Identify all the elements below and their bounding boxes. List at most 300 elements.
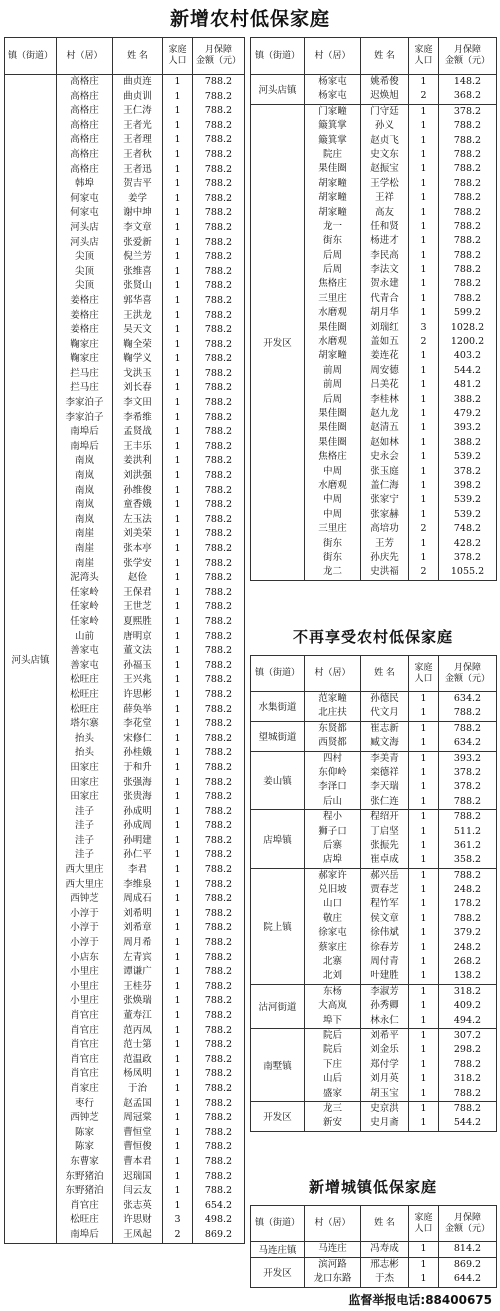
cell-amount: 788.2 bbox=[204, 543, 233, 554]
amount-column bbox=[439, 692, 497, 722]
cell-amount: 788.2 bbox=[204, 455, 233, 467]
cell-amount: 788.2 bbox=[204, 601, 233, 613]
group-row bbox=[251, 810, 497, 869]
village-column bbox=[305, 810, 361, 869]
cell-name: 李桂林 bbox=[370, 393, 399, 405]
amount-column bbox=[439, 104, 497, 580]
cell-amount: 788.2 bbox=[453, 148, 482, 160]
cell-name: 姜连花 bbox=[370, 350, 399, 362]
cell-name: 杨凤明 bbox=[123, 1068, 152, 1080]
cell-village: 北庄扶 bbox=[318, 707, 347, 719]
cell-amount: 788.2 bbox=[204, 470, 233, 482]
cell-pop: 1 bbox=[420, 898, 427, 910]
cell-pop: 1 bbox=[420, 364, 427, 376]
village-column bbox=[305, 984, 361, 1028]
cell-village: 西钟芝 bbox=[70, 1112, 99, 1124]
cell-name: 冯寿成 bbox=[370, 1243, 399, 1254]
cell-pop: 1 bbox=[420, 1273, 427, 1285]
cell-amount: 788.2 bbox=[453, 795, 482, 807]
cell-village: 松旺庄 bbox=[70, 688, 99, 700]
cell-pop: 1 bbox=[174, 134, 181, 146]
cell-village: 肖官庄 bbox=[70, 1199, 99, 1211]
cell-amount: 788.2 bbox=[204, 251, 233, 263]
cell-pop: 1 bbox=[174, 528, 181, 540]
cell-name: 郑付学 bbox=[370, 1058, 399, 1070]
cell-pop: 1 bbox=[174, 747, 181, 759]
cell-amount: 788.2 bbox=[204, 1082, 233, 1094]
cell-name: 姚希俊 bbox=[370, 76, 399, 87]
cell-village: 塔尔寨 bbox=[70, 718, 99, 730]
cell-pop: 1 bbox=[420, 884, 427, 896]
cell-name: 曹本君 bbox=[123, 1155, 152, 1167]
cell-village: 田家庄 bbox=[70, 776, 99, 788]
cell-village: 龙口东路 bbox=[313, 1273, 352, 1285]
cell-village: 山前 bbox=[74, 630, 94, 642]
cell-village: 陈家 bbox=[74, 1126, 94, 1138]
cell-name: 代文月 bbox=[370, 707, 399, 719]
cell-village: 范家疃 bbox=[318, 693, 347, 704]
cell-name: 于和升 bbox=[123, 761, 152, 773]
cell-pop: 1 bbox=[174, 324, 181, 336]
cell-name: 贾春芝 bbox=[370, 884, 399, 896]
cell-name: 李天瑞 bbox=[370, 781, 399, 793]
group-row bbox=[251, 1028, 497, 1101]
cell-amount: 788.2 bbox=[204, 294, 233, 306]
header-town: 镇（街道） bbox=[251, 38, 305, 75]
cell-amount: 378.2 bbox=[453, 766, 482, 778]
hotline: 监督举报电话:88400675 bbox=[348, 1293, 492, 1307]
cell-name: 李美青 bbox=[370, 752, 399, 764]
cell-amount: 788.2 bbox=[204, 1170, 233, 1182]
cell-pop: 1 bbox=[420, 1044, 427, 1056]
group-town: 开发区 bbox=[251, 104, 305, 580]
cell-name: 张爱新 bbox=[123, 236, 152, 248]
cell-amount: 788.2 bbox=[204, 397, 233, 409]
cell-name: 王洪龙 bbox=[123, 309, 152, 321]
cell-village: 果佳圈 bbox=[318, 422, 347, 434]
cell-name: 张振先 bbox=[370, 839, 399, 851]
cell-amount: 428.2 bbox=[453, 537, 482, 549]
cell-village: 南岚 bbox=[74, 484, 94, 496]
cell-name: 胡月华 bbox=[370, 307, 399, 319]
cell-name: 程绍开 bbox=[370, 811, 399, 823]
cell-pop: 1 bbox=[420, 249, 427, 261]
cell-village: 埠下 bbox=[322, 1014, 342, 1026]
cell-amount: 544.2 bbox=[453, 364, 482, 376]
cell-name: 童香娥 bbox=[123, 499, 152, 511]
cell-amount: 388.2 bbox=[453, 393, 482, 405]
header-town: 镇（街道） bbox=[5, 38, 57, 75]
header-pop: 家庭 人口 bbox=[163, 38, 193, 75]
cell-pop: 1 bbox=[174, 1039, 181, 1051]
cell-name: 栾德祥 bbox=[370, 766, 399, 778]
cell-amount: 318.2 bbox=[453, 985, 482, 997]
cell-village: 南崖 bbox=[74, 557, 94, 569]
header-amount: 月保障 金额（元） bbox=[439, 656, 497, 692]
cell-village: 肖官庄 bbox=[70, 1024, 99, 1036]
cell-village: 姜格庄 bbox=[70, 324, 99, 336]
cell-village: 南崖 bbox=[74, 543, 94, 554]
cell-name: 任和贤 bbox=[370, 220, 399, 232]
cell-amount: 788.2 bbox=[453, 278, 482, 290]
cell-village: 杨家屯 bbox=[318, 76, 347, 87]
cell-pop: 1 bbox=[420, 379, 427, 391]
cell-pop: 1 bbox=[174, 1068, 181, 1080]
cell-village: 南埠后 bbox=[70, 1228, 99, 1240]
cell-name: 史文东 bbox=[370, 148, 399, 160]
cell-village: 东曹家 bbox=[70, 1155, 99, 1167]
cell-name: 高友 bbox=[374, 206, 394, 218]
cell-village: 北寨 bbox=[322, 956, 342, 968]
cell-amount: 788.2 bbox=[204, 966, 233, 978]
cell-name: 林永仁 bbox=[370, 1014, 399, 1026]
cell-name: 王桂芬 bbox=[123, 980, 152, 992]
cell-village: 杨家屯 bbox=[318, 90, 347, 102]
cell-pop: 1 bbox=[420, 479, 427, 491]
cell-pop: 1 bbox=[420, 795, 427, 807]
cell-name: 夏熙胜 bbox=[123, 615, 152, 627]
cell-name: 范温政 bbox=[123, 1053, 152, 1065]
cell-village: 东杨 bbox=[322, 985, 342, 997]
cell-pop: 1 bbox=[420, 451, 427, 463]
title-new-urban: 新增城镇低保家庭 bbox=[308, 1178, 437, 1196]
cell-name: 张维喜 bbox=[123, 265, 152, 277]
cell-name: 张焕瑞 bbox=[123, 995, 152, 1007]
cell-village: 果佳圈 bbox=[318, 163, 347, 175]
cell-name: 孙仁平 bbox=[123, 849, 152, 861]
cell-name: 赵九龙 bbox=[370, 407, 399, 419]
header-town: 镇（街道） bbox=[251, 1206, 305, 1242]
cell-village: 小淳于 bbox=[70, 907, 99, 919]
cell-name: 刘希平 bbox=[370, 1029, 399, 1041]
cell-pop: 1 bbox=[174, 1141, 181, 1153]
cell-amount: 654.2 bbox=[204, 1199, 233, 1211]
cell-name: 左玉法 bbox=[123, 513, 152, 525]
cell-amount: 298.2 bbox=[453, 1044, 482, 1056]
cell-name: 王凤起 bbox=[123, 1228, 152, 1240]
cell-name: 赵振宝 bbox=[370, 163, 399, 175]
cell-name: 王者理 bbox=[123, 134, 152, 146]
group-town: 沽河街道 bbox=[251, 984, 305, 1028]
cell-name: 张贤山 bbox=[123, 280, 152, 292]
cell-pop: 1 bbox=[174, 397, 181, 409]
header-village: 村（居） bbox=[57, 38, 113, 75]
pop-column bbox=[409, 868, 439, 984]
cell-pop: 1 bbox=[174, 1185, 181, 1197]
cell-village: 西大里庄 bbox=[65, 864, 104, 876]
cell-amount: 788.2 bbox=[204, 324, 233, 336]
cell-amount: 361.2 bbox=[453, 839, 482, 851]
cell-amount: 479.2 bbox=[453, 407, 482, 419]
group-town: 马连庄镇 bbox=[251, 1242, 305, 1258]
name-column bbox=[361, 810, 409, 869]
amount-column bbox=[439, 1101, 497, 1131]
village-column bbox=[305, 692, 361, 722]
cell-village: 陈家 bbox=[74, 1141, 94, 1153]
cell-village: 后山 bbox=[322, 795, 342, 807]
cell-amount: 788.2 bbox=[204, 557, 233, 569]
cell-village: 焦格庄 bbox=[318, 451, 347, 463]
cell-village: 南岚 bbox=[74, 499, 94, 511]
cell-pop: 1 bbox=[420, 956, 427, 968]
header-pop: 家庭 人口 bbox=[409, 656, 439, 692]
cell-village: 滨河路 bbox=[318, 1258, 347, 1270]
cell-amount: 358.2 bbox=[453, 854, 482, 866]
cell-pop: 1 bbox=[174, 893, 181, 905]
cell-pop: 1 bbox=[174, 221, 181, 233]
cell-amount: 788.2 bbox=[204, 1010, 233, 1021]
cell-pop: 1 bbox=[420, 985, 427, 997]
cell-amount: 788.2 bbox=[204, 776, 233, 788]
cell-pop: 1 bbox=[174, 718, 181, 730]
cell-name: 王祥 bbox=[374, 192, 394, 204]
cell-pop: 1 bbox=[420, 737, 427, 749]
cell-village: 后周 bbox=[322, 249, 342, 261]
cell-name: 邢志彬 bbox=[370, 1258, 399, 1270]
cell-amount: 788.2 bbox=[204, 659, 233, 671]
cell-pop: 1 bbox=[420, 134, 427, 146]
cell-pop: 1 bbox=[420, 494, 427, 506]
cell-village: 拦马庄 bbox=[70, 382, 99, 394]
cell-pop: 1 bbox=[174, 980, 181, 992]
cell-name: 鞠全荣 bbox=[123, 338, 152, 350]
cell-pop: 1 bbox=[420, 76, 427, 87]
cell-village: 尖顶 bbox=[74, 280, 94, 292]
cell-name: 孙维俊 bbox=[123, 484, 152, 496]
header-name: 姓 名 bbox=[361, 1206, 409, 1242]
cell-pop: 1 bbox=[174, 849, 181, 861]
cell-amount: 788.2 bbox=[453, 177, 482, 189]
cell-name: 李希维 bbox=[123, 411, 152, 423]
cell-name: 赵俭 bbox=[127, 572, 147, 584]
cell-pop: 1 bbox=[174, 776, 181, 788]
cell-name: 徐伟斌 bbox=[370, 927, 399, 939]
pop-column bbox=[409, 721, 439, 751]
cell-amount: 1028.2 bbox=[450, 321, 485, 333]
cell-village: 中周 bbox=[322, 465, 342, 477]
cell-village: 李泽口 bbox=[318, 781, 347, 793]
cell-village: 西大里庄 bbox=[65, 878, 104, 890]
cell-name: 张仁连 bbox=[370, 795, 399, 807]
cell-amount: 788.2 bbox=[204, 280, 233, 292]
cell-village: 善家屯 bbox=[70, 659, 99, 671]
cell-village: 肖官庄 bbox=[70, 1039, 99, 1051]
cell-amount: 378.2 bbox=[453, 781, 482, 793]
cell-pop: 1 bbox=[174, 630, 181, 642]
cell-name: 李花堂 bbox=[123, 718, 152, 730]
cell-village: 盛家 bbox=[322, 1087, 342, 1099]
cell-name: 张家宁 bbox=[370, 494, 399, 506]
cell-name: 崔志新 bbox=[370, 722, 399, 734]
cell-pop: 1 bbox=[420, 292, 427, 304]
cell-amount: 788.2 bbox=[204, 1185, 233, 1197]
cell-village: 院后 bbox=[322, 1029, 342, 1041]
cell-name: 王保君 bbox=[123, 586, 152, 598]
cell-village: 北刘 bbox=[322, 970, 342, 982]
cell-village: 李家泊子 bbox=[65, 411, 104, 423]
cell-pop: 1 bbox=[174, 440, 181, 452]
group-row bbox=[251, 868, 497, 984]
cell-village: 洼子 bbox=[74, 820, 94, 832]
cell-name: 徐春芳 bbox=[370, 941, 399, 953]
cell-village: 枣行 bbox=[74, 1097, 94, 1109]
group-row bbox=[251, 1242, 497, 1258]
cell-pop: 1 bbox=[420, 722, 427, 734]
cell-pop: 1 bbox=[174, 192, 181, 204]
cell-pop: 1 bbox=[420, 206, 427, 218]
cell-name: 李文田 bbox=[123, 397, 152, 409]
cell-name: 刘月英 bbox=[370, 1073, 399, 1085]
cell-name: 谢中坤 bbox=[123, 207, 152, 219]
cell-village: 三里庄 bbox=[318, 292, 347, 304]
cell-pop: 1 bbox=[174, 513, 181, 525]
group-town: 开发区 bbox=[251, 1101, 305, 1131]
cell-pop: 1 bbox=[174, 645, 181, 657]
cell-village: 尖顶 bbox=[74, 251, 94, 263]
cell-pop: 1 bbox=[420, 941, 427, 953]
cell-pop: 1 bbox=[174, 163, 181, 175]
cell-name: 薛奂举 bbox=[123, 703, 152, 715]
cell-pop: 1 bbox=[420, 1258, 427, 1270]
cell-pop: 1 bbox=[420, 707, 427, 719]
cell-name: 崔卓成 bbox=[370, 854, 399, 866]
cell-pop: 1 bbox=[174, 426, 181, 438]
cell-name: 赵清五 bbox=[370, 422, 399, 434]
cell-amount: 788.2 bbox=[204, 265, 233, 277]
pop-column bbox=[409, 1101, 439, 1131]
cell-amount: 869.2 bbox=[204, 1228, 233, 1240]
name-column bbox=[361, 1101, 409, 1131]
cell-amount: 788.2 bbox=[204, 1053, 233, 1065]
cell-pop: 1 bbox=[174, 1082, 181, 1094]
cell-village: 山口 bbox=[322, 898, 342, 910]
group-row bbox=[251, 692, 497, 722]
cell-name: 刘希明 bbox=[123, 907, 152, 919]
cell-pop: 1 bbox=[420, 781, 427, 793]
cell-amount: 539.2 bbox=[453, 494, 482, 506]
cell-pop: 1 bbox=[174, 499, 181, 511]
cell-amount: 788.2 bbox=[204, 761, 233, 773]
cell-village: 小里庄 bbox=[70, 966, 99, 978]
cell-pop: 1 bbox=[420, 693, 427, 704]
cell-pop: 1 bbox=[174, 236, 181, 248]
cell-pop: 1 bbox=[174, 922, 181, 934]
cell-village: 院后 bbox=[322, 1044, 342, 1056]
cell-amount: 318.2 bbox=[453, 1073, 482, 1085]
cell-amount: 788.2 bbox=[204, 1126, 233, 1138]
cell-amount: 788.2 bbox=[453, 220, 482, 232]
cell-pop: 1 bbox=[420, 120, 427, 132]
cell-amount: 788.2 bbox=[204, 878, 233, 890]
cell-village: 程小 bbox=[322, 811, 342, 823]
header-village: 村（居） bbox=[305, 38, 361, 75]
cell-village: 尖顶 bbox=[74, 265, 94, 277]
cell-amount: 788.2 bbox=[204, 440, 233, 452]
cell-name: 丁启坚 bbox=[370, 825, 399, 837]
cell-pop: 1 bbox=[174, 411, 181, 423]
cell-pop: 1 bbox=[420, 350, 427, 362]
cell-pop: 1 bbox=[174, 1126, 181, 1138]
cell-amount: 788.2 bbox=[204, 907, 233, 919]
cell-amount: 788.2 bbox=[204, 426, 233, 438]
cell-pop: 2 bbox=[420, 336, 427, 348]
group-row bbox=[251, 1257, 497, 1287]
cell-pop: 1 bbox=[174, 688, 181, 700]
cell-pop: 1 bbox=[174, 659, 181, 671]
cell-name: 孟贤战 bbox=[123, 426, 152, 438]
cell-village: 徐家屯 bbox=[318, 927, 347, 939]
cell-village: 何家屯 bbox=[70, 192, 99, 204]
pop-column bbox=[409, 1257, 439, 1287]
cell-name: 姜洪利 bbox=[123, 455, 152, 467]
cell-name: 左青宾 bbox=[123, 951, 152, 963]
cell-name: 贺吉平 bbox=[123, 178, 152, 190]
cell-pop: 1 bbox=[174, 207, 181, 219]
cell-village: 小淳于 bbox=[70, 922, 99, 934]
cell-village: 洼子 bbox=[74, 834, 94, 846]
cell-pop: 1 bbox=[174, 1024, 181, 1036]
cell-amount: 788.2 bbox=[204, 76, 233, 87]
cell-name: 孙成明 bbox=[123, 805, 152, 817]
cell-village: 松旺庄 bbox=[70, 703, 99, 715]
cell-name: 周付青 bbox=[370, 956, 399, 968]
cell-amount: 788.2 bbox=[453, 707, 482, 719]
cell-pop: 2 bbox=[174, 1228, 181, 1240]
cell-name: 刘金乐 bbox=[370, 1044, 399, 1056]
cell-name: 史月斋 bbox=[370, 1117, 399, 1129]
cell-village: 任家岭 bbox=[70, 586, 99, 598]
cell-name: 程竹军 bbox=[370, 898, 399, 910]
table-discontinued-rural bbox=[250, 655, 497, 1132]
cell-pop: 1 bbox=[174, 90, 181, 102]
cell-pop: 1 bbox=[174, 119, 181, 131]
name-column bbox=[361, 721, 409, 751]
cell-village: 河头店 bbox=[70, 221, 99, 233]
amount-column bbox=[439, 1242, 497, 1258]
cell-name: 许思彬 bbox=[123, 688, 152, 700]
cell-pop: 1 bbox=[174, 367, 181, 379]
cell-pop: 1 bbox=[420, 1014, 427, 1026]
cell-pop: 1 bbox=[174, 353, 181, 365]
group-row bbox=[251, 721, 497, 751]
cell-village: 后寨 bbox=[322, 839, 342, 851]
cell-amount: 788.2 bbox=[204, 703, 233, 715]
cell-pop: 1 bbox=[174, 703, 181, 715]
cell-name: 赵如林 bbox=[370, 436, 399, 448]
cell-village: 松旺庄 bbox=[70, 1214, 99, 1226]
cell-name: 李文章 bbox=[123, 221, 152, 233]
amount-column bbox=[439, 751, 497, 810]
cell-name: 王学松 bbox=[370, 177, 399, 189]
cell-amount: 788.2 bbox=[204, 119, 233, 131]
cell-pop: 1 bbox=[420, 1073, 427, 1085]
cell-name: 李维泉 bbox=[123, 878, 152, 890]
cell-name: 吴天文 bbox=[123, 324, 152, 336]
amount-column bbox=[193, 75, 245, 1244]
cell-name: 叶建胜 bbox=[370, 970, 399, 982]
cell-pop: 1 bbox=[420, 1117, 427, 1129]
cell-village: 高格庄 bbox=[70, 163, 99, 175]
cell-pop: 1 bbox=[174, 1155, 181, 1167]
cell-pop: 1 bbox=[420, 766, 427, 778]
group-town: 南墅镇 bbox=[251, 1028, 305, 1101]
cell-village: 肖官庄 bbox=[70, 1010, 99, 1021]
amount-column bbox=[439, 721, 497, 751]
cell-name: 许思财 bbox=[123, 1214, 152, 1226]
group-row bbox=[251, 1101, 497, 1131]
cell-village: 兑旧坡 bbox=[318, 884, 347, 896]
cell-amount: 634.2 bbox=[453, 693, 482, 704]
